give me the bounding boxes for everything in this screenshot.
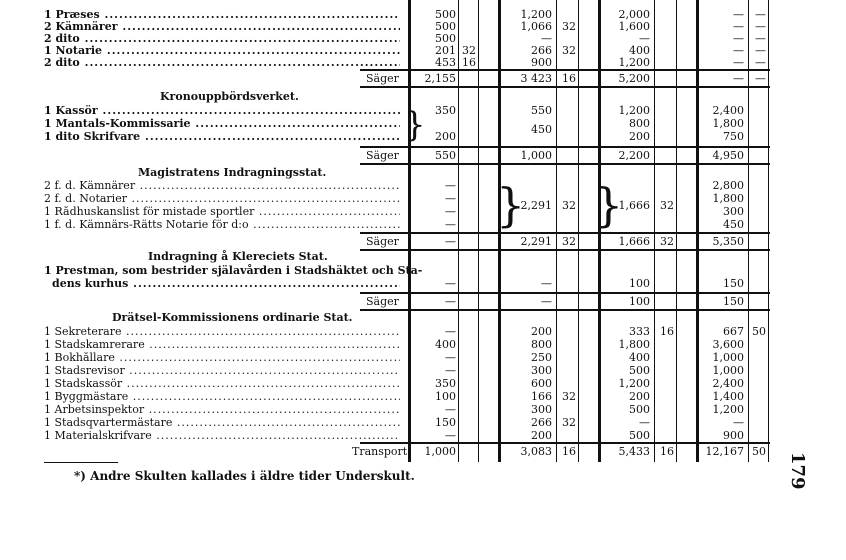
value: —	[755, 8, 766, 21]
sum-value: 16	[660, 445, 674, 458]
sum-value: 2,291	[520, 235, 552, 248]
sum-rule	[360, 163, 770, 165]
value: —	[445, 429, 456, 442]
value: —	[445, 351, 456, 364]
value: 750	[723, 130, 744, 143]
value: 800	[629, 117, 650, 130]
value: 2,000	[618, 8, 650, 21]
row-label: 1 Bokhållare .....	[44, 352, 400, 364]
value: —	[541, 32, 552, 45]
page-number: 179	[787, 452, 808, 490]
sum-value: —	[445, 295, 456, 308]
sum-rule	[360, 232, 770, 234]
sum-label: Säger	[366, 235, 399, 248]
value: 400	[435, 338, 456, 351]
sum-value: 1,000	[520, 149, 552, 162]
value: 32	[562, 44, 576, 57]
value: —	[755, 44, 766, 57]
sum-value: 2,200	[618, 149, 650, 162]
value: 350	[435, 377, 456, 390]
section-title: Drätsel-Kommissionens ordinarie Stat.	[112, 311, 353, 324]
value: 800	[531, 338, 552, 351]
value: 1,666	[618, 199, 650, 212]
value: —	[733, 8, 744, 21]
sum-label: Säger	[366, 149, 399, 162]
value: 1,400	[712, 390, 744, 403]
value: 1,000	[712, 364, 744, 377]
value: 32	[462, 44, 476, 57]
value: 300	[531, 403, 552, 416]
value: —	[445, 205, 456, 218]
value: 450	[531, 123, 552, 136]
transport-label: Transport	[352, 445, 408, 458]
row-label: 1 Arbetsinspektor .....	[44, 404, 400, 416]
value: 150	[435, 416, 456, 429]
sum-rule	[360, 309, 770, 311]
value: —	[733, 32, 744, 45]
row-label: 1 Rådhuskanslist för mistade sportler .....	[44, 206, 400, 218]
footnote-rule	[44, 462, 118, 463]
value: —	[445, 277, 456, 290]
value: 1,200	[618, 377, 650, 390]
value: 201	[435, 44, 456, 57]
row-label: 1 Prestman, som bestrider själavården i Stadshäktet och Sta-	[44, 264, 423, 277]
value: 266	[531, 44, 552, 57]
value: 1,200	[520, 8, 552, 21]
value: 500	[435, 20, 456, 33]
sum-value: 1,000	[424, 445, 456, 458]
brace: }	[496, 178, 526, 232]
value: —	[541, 277, 552, 290]
value: 500	[435, 32, 456, 45]
sum-rule	[360, 86, 770, 88]
value: —	[639, 32, 650, 45]
value: 350	[435, 104, 456, 117]
value: —	[733, 20, 744, 33]
sum-value: 1,666	[618, 235, 650, 248]
sum-value: 550	[435, 149, 456, 162]
transport-rule	[360, 442, 770, 444]
row-label: 1 Sekreterare .....	[44, 326, 400, 338]
value: 1,800	[712, 192, 744, 205]
value: 400	[629, 44, 650, 57]
sum-rule	[360, 146, 770, 148]
value: 2,800	[712, 179, 744, 192]
value: 550	[531, 104, 552, 117]
brace: }	[594, 178, 624, 232]
sum-value: 3 423	[520, 72, 552, 85]
value: 32	[562, 199, 576, 212]
value: 1,200	[618, 56, 650, 69]
value: 16	[660, 325, 674, 338]
value: 50	[752, 325, 766, 338]
value: 333	[629, 325, 650, 338]
value: 450	[723, 218, 744, 231]
value: —	[639, 416, 650, 429]
sum-value: 50	[752, 445, 766, 458]
value: 453	[435, 56, 456, 69]
value: 200	[629, 130, 650, 143]
value: 16	[462, 56, 476, 69]
sum-value: —	[445, 235, 456, 248]
section-title: Magistratens Indragningsstat.	[138, 166, 327, 179]
value: 266	[531, 416, 552, 429]
value: 600	[531, 377, 552, 390]
sum-value: 5,200	[618, 72, 650, 85]
value: 500	[435, 8, 456, 21]
sum-value: 12,167	[705, 445, 744, 458]
value: 200	[531, 429, 552, 442]
section-title: Kronouppbördsverket.	[160, 90, 299, 103]
value: —	[755, 32, 766, 45]
value: —	[445, 218, 456, 231]
value: 2,400	[712, 104, 744, 117]
value: 300	[531, 364, 552, 377]
value: 1,600	[618, 20, 650, 33]
row-label: 1 Kassör .....	[44, 105, 400, 117]
value: 200	[629, 390, 650, 403]
value: 1,000	[712, 351, 744, 364]
value: —	[733, 44, 744, 57]
value: —	[445, 179, 456, 192]
row-label: 1 Stadsqvartermästare .....	[44, 417, 400, 429]
value: 1,200	[712, 403, 744, 416]
value: 200	[435, 130, 456, 143]
value: 667	[723, 325, 744, 338]
value: 250	[531, 351, 552, 364]
sum-rule	[360, 69, 770, 71]
value: —	[733, 416, 744, 429]
row-label: 1 Stadskassör .....	[44, 378, 400, 390]
sum-value: 2,155	[424, 72, 456, 85]
value: 100	[629, 277, 650, 290]
row-label: 1 Præses .....	[44, 9, 400, 21]
value: —	[755, 56, 766, 69]
brace: }	[404, 105, 426, 145]
row-label: 1 Stadsrevisor .....	[44, 365, 400, 377]
sum-value: 32	[660, 235, 674, 248]
section-title: Indragning å Klereciets Stat.	[148, 250, 328, 263]
row-label: 1 dito Skrifvare .....	[44, 131, 400, 143]
value: 1,200	[618, 104, 650, 117]
value: 500	[629, 403, 650, 416]
value: 500	[629, 429, 650, 442]
value: —	[755, 20, 766, 33]
row-label: 2 dito .....	[44, 33, 400, 45]
sum-value: 5,350	[712, 235, 744, 248]
value: 32	[562, 416, 576, 429]
value: —	[445, 325, 456, 338]
value: 32	[660, 199, 674, 212]
value: 32	[562, 20, 576, 33]
row-label: 2 dito .....	[44, 57, 400, 69]
row-label: 1 Stadskamrerare .....	[44, 339, 400, 351]
row-label: 1 Materialskrifvare .....	[44, 430, 400, 442]
sum-rule	[360, 292, 770, 294]
row-label: 2 Kämnärer .....	[44, 21, 400, 33]
value: —	[733, 56, 744, 69]
value: —	[445, 364, 456, 377]
value: 400	[629, 351, 650, 364]
footnote: *) Andre Skulten kallades i äldre tider Underskult.	[74, 469, 415, 483]
value: 166	[531, 390, 552, 403]
value: 200	[531, 325, 552, 338]
sum-value: —	[733, 72, 744, 85]
sum-value: 100	[629, 295, 650, 308]
row-label: 2 f. d. Kämnärer .....	[44, 180, 400, 192]
value: 1,800	[712, 117, 744, 130]
value: 1,800	[618, 338, 650, 351]
value: 32	[562, 390, 576, 403]
sum-value: 150	[723, 295, 744, 308]
row-label: 1 Mantals-Kommissarie .....	[44, 118, 400, 130]
row-label: 1 Byggmästare .....	[44, 391, 400, 403]
value: 150	[723, 277, 744, 290]
sum-value: 5,433	[618, 445, 650, 458]
value: 300	[723, 205, 744, 218]
row-label: 1 Notarie .....	[44, 45, 400, 57]
sum-label: Säger	[366, 72, 399, 85]
value: 900	[723, 429, 744, 442]
value: 900	[531, 56, 552, 69]
row-label: dens kurhus .....	[52, 278, 400, 290]
value: —	[445, 192, 456, 205]
sum-label: Säger	[366, 295, 399, 308]
sum-rule	[360, 249, 770, 251]
sum-value: —	[541, 295, 552, 308]
sum-value: 32	[562, 235, 576, 248]
sum-value: 4,950	[712, 149, 744, 162]
value: 1,066	[520, 20, 552, 33]
sum-value: 3,083	[520, 445, 552, 458]
sum-value: —	[755, 72, 766, 85]
row-label: 2 f. d. Notarier .....	[44, 193, 400, 205]
sum-value: 16	[562, 445, 576, 458]
value: 2,291	[520, 199, 552, 212]
value: 3,600	[712, 338, 744, 351]
sum-value: 16	[562, 72, 576, 85]
value: —	[445, 403, 456, 416]
row-label: 1 f. d. Kämnärs-Rätts Notarie för d:o .....	[44, 219, 400, 231]
value: 2,400	[712, 377, 744, 390]
value: 500	[629, 364, 650, 377]
value: 100	[435, 390, 456, 403]
